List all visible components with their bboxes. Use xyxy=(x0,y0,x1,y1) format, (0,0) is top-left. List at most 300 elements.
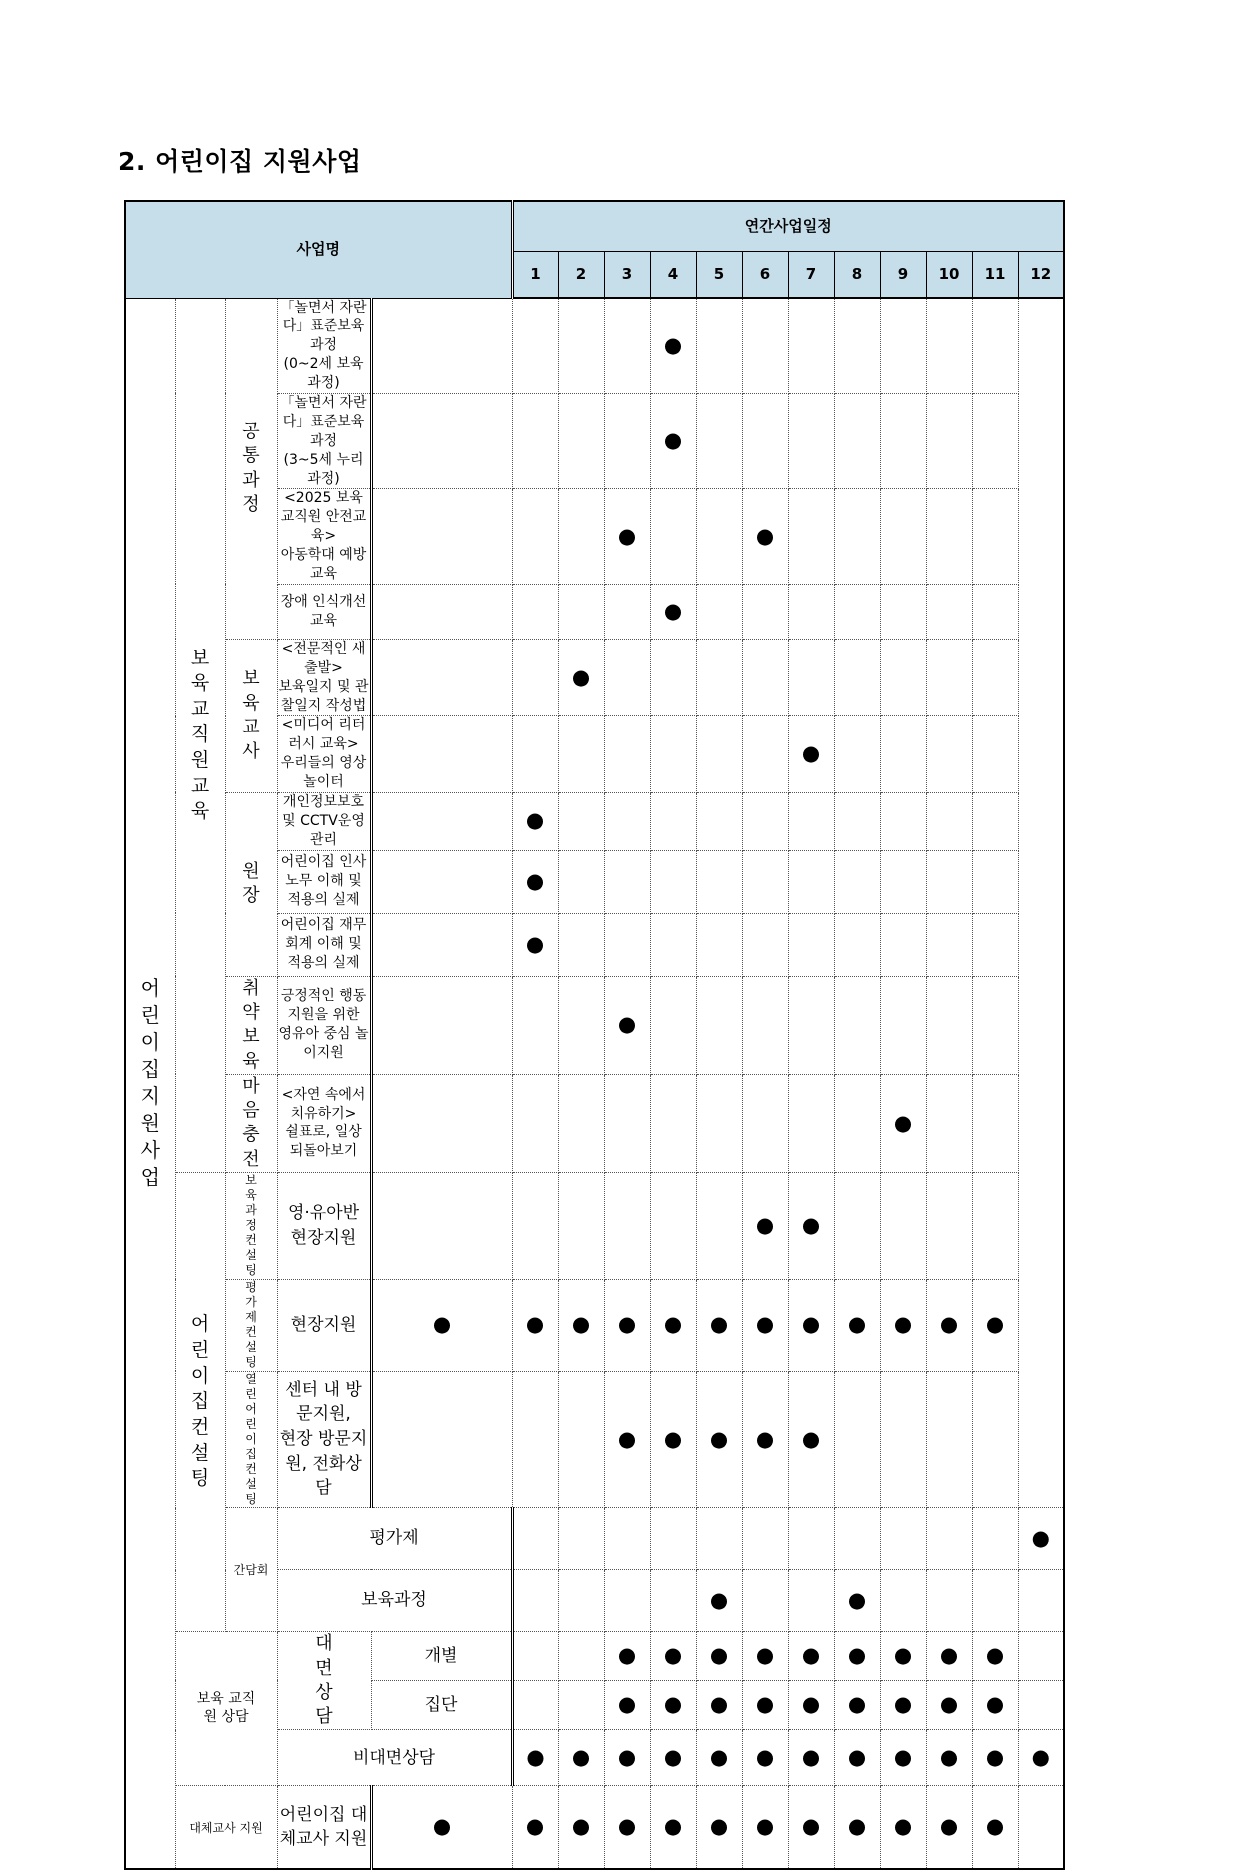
month-cell-6 xyxy=(696,1279,742,1371)
month-cell-10 xyxy=(880,1279,926,1371)
month-cell-3 xyxy=(558,792,604,850)
scheduled-dot: ● xyxy=(571,1814,591,1839)
scheduled-dot: ● xyxy=(985,1745,1005,1770)
group-consulting xyxy=(175,1173,225,1632)
month-cell-5 xyxy=(650,1786,696,1869)
month-cell-6 xyxy=(742,1730,788,1786)
group-staff-education-label: 보육교직원교육 xyxy=(190,646,210,823)
program-item xyxy=(277,913,371,976)
month-cell-4 xyxy=(604,716,650,793)
month-cell-11 xyxy=(972,1570,1018,1632)
month-cell-3 xyxy=(558,489,604,584)
schedule-row xyxy=(125,792,1064,850)
program-item xyxy=(277,489,371,584)
group-meeting-label: 간담회 xyxy=(233,1563,269,1578)
scheduled-dot: ● xyxy=(617,1012,637,1037)
month-cell-4 xyxy=(604,976,650,1074)
month-cell-5 xyxy=(650,716,696,793)
month-cell-7 xyxy=(788,1570,834,1632)
month-cell-4 xyxy=(604,489,650,584)
month-header-12: 12 xyxy=(1018,251,1064,298)
month-cell-3 xyxy=(558,298,604,393)
program-item-line: 보육과정 xyxy=(361,1590,427,1611)
month-cell-7 xyxy=(742,1173,788,1280)
month-cell-11 xyxy=(926,716,972,793)
group-meeting xyxy=(225,1508,277,1632)
month-cell-1 xyxy=(371,850,512,913)
month-cell-4 xyxy=(604,1279,650,1371)
month-cell-12 xyxy=(972,976,1018,1074)
scheduled-dot: ● xyxy=(525,1312,545,1337)
scheduled-dot: ● xyxy=(893,1814,913,1839)
month-cell-10 xyxy=(926,1632,972,1680)
month-cell-10 xyxy=(880,976,926,1074)
group-substitute-teacher-label: 대체교사 지원 xyxy=(189,1820,263,1835)
month-cell-4 xyxy=(604,639,650,716)
program-item xyxy=(277,716,371,793)
month-header-1: 1 xyxy=(512,251,558,298)
program-item xyxy=(277,298,371,393)
month-cell-4 xyxy=(604,1371,650,1508)
month-cell-7 xyxy=(742,792,788,850)
group-open-consulting xyxy=(225,1371,277,1508)
month-cell-3 xyxy=(558,716,604,793)
scheduled-dot: ● xyxy=(617,1814,637,1839)
month-cell-9 xyxy=(834,298,880,393)
scheduled-dot: ● xyxy=(893,1643,913,1668)
month-cell-8 xyxy=(788,393,834,488)
month-cell-1 xyxy=(371,1786,512,1869)
month-cell-9 xyxy=(880,1570,926,1632)
month-cell-12 xyxy=(972,716,1018,793)
month-cell-3 xyxy=(558,584,604,639)
program-item-line: 적용의 실제 xyxy=(287,955,360,972)
scheduled-dot: ● xyxy=(939,1692,959,1717)
month-cell-11 xyxy=(926,639,972,716)
scheduled-dot: ● xyxy=(1031,1745,1050,1770)
month-cell-8 xyxy=(788,489,834,584)
month-cell-11 xyxy=(972,1680,1018,1730)
month-cell-9 xyxy=(834,716,880,793)
month-cell-11 xyxy=(926,393,972,488)
month-cell-9 xyxy=(834,489,880,584)
group-support-programs-label: 어린이집 지원사업 xyxy=(140,976,160,1190)
month-cell-6 xyxy=(696,1173,742,1280)
month-cell-10 xyxy=(880,393,926,488)
month-cell-6 xyxy=(696,639,742,716)
schedule-table xyxy=(124,200,1065,1870)
month-cell-10 xyxy=(880,1074,926,1172)
scheduled-dot: ● xyxy=(755,1745,775,1770)
scheduled-dot: ● xyxy=(801,741,821,766)
program-item-line: 현장지원 xyxy=(290,1314,357,1335)
month-cell-12 xyxy=(972,913,1018,976)
program-item-line: (3~5세 누리과정) xyxy=(283,451,364,487)
month-cell-9 xyxy=(880,1680,926,1730)
month-cell-3 xyxy=(558,393,604,488)
month-cell-1 xyxy=(371,639,512,716)
month-cell-2 xyxy=(512,913,558,976)
month-cell-11 xyxy=(972,1508,1018,1570)
month-cell-1 xyxy=(371,489,512,584)
program-item xyxy=(277,584,371,639)
month-cell-12 xyxy=(972,1371,1018,1508)
month-cell-9 xyxy=(834,1786,880,1869)
group-common-course-label: 공통 과정 xyxy=(242,421,260,515)
program-item-line: 「놀면서 자란다」표준보육과정 xyxy=(280,299,367,354)
month-cell-12 xyxy=(1018,1730,1064,1786)
month-cell-8 xyxy=(788,850,834,913)
month-cell-1 xyxy=(371,716,512,793)
program-item-line: 영·유아반 현장지원 xyxy=(287,1203,360,1248)
scheduled-dot: ● xyxy=(893,1312,913,1337)
program-item-line: <전문적인 새 출발> xyxy=(281,640,366,676)
program-item-line: <2025 보육교직원 안전교육> xyxy=(280,490,367,545)
program-item xyxy=(277,1508,512,1570)
program-item-line: 아동학대 예방교육 xyxy=(280,547,367,582)
month-cell-9 xyxy=(834,1371,880,1508)
month-cell-4 xyxy=(650,1680,696,1730)
month-cell-8 xyxy=(834,1570,880,1632)
month-cell-10 xyxy=(880,792,926,850)
month-cell-11 xyxy=(926,913,972,976)
schedule-row xyxy=(125,298,1064,393)
scheduled-dot: ● xyxy=(801,1643,821,1668)
group-evaluation-consulting xyxy=(225,1279,277,1371)
month-cell-7 xyxy=(742,1786,788,1869)
month-cell-12 xyxy=(972,393,1018,488)
month-cell-12 xyxy=(972,1279,1018,1371)
month-cell-8 xyxy=(834,1680,880,1730)
program-item-line: 긍정적인 행동지원을 위한 xyxy=(280,988,367,1024)
month-cell-6 xyxy=(696,716,742,793)
month-cell-12 xyxy=(972,792,1018,850)
month-header-9: 9 xyxy=(880,251,926,298)
program-item-line: <자연 속에서 치유하기> xyxy=(281,1086,366,1122)
month-cell-7 xyxy=(742,393,788,488)
month-cell-5 xyxy=(696,1570,742,1632)
scheduled-dot: ● xyxy=(847,1587,867,1612)
schedule-row xyxy=(125,1173,1064,1280)
month-cell-2 xyxy=(558,1570,604,1632)
group-substitute-teacher xyxy=(175,1786,277,1869)
month-cell-1 xyxy=(512,1570,558,1632)
month-header-7: 7 xyxy=(788,251,834,298)
month-cell-2 xyxy=(512,584,558,639)
program-item-line: 장애 인식개선 교육 xyxy=(280,593,367,629)
program-item xyxy=(277,1570,512,1632)
group-teacher-label: 보육 교사 xyxy=(242,668,260,763)
month-cell-11 xyxy=(972,1632,1018,1680)
month-cell-11 xyxy=(926,584,972,639)
month-cell-7 xyxy=(788,1680,834,1730)
month-cell-9 xyxy=(880,1730,926,1786)
program-item-line: 개별 xyxy=(424,1645,458,1666)
group-director xyxy=(225,792,277,976)
month-cell-8 xyxy=(788,1173,834,1280)
month-cell-8 xyxy=(788,716,834,793)
month-cell-12 xyxy=(972,850,1018,913)
month-cell-10 xyxy=(926,1680,972,1730)
month-cell-9 xyxy=(834,1173,880,1280)
scheduled-dot: ● xyxy=(617,1745,637,1770)
month-cell-3 xyxy=(604,1632,650,1680)
month-cell-6 xyxy=(696,584,742,639)
program-item-line: <미디어 리터러시 교육> xyxy=(281,717,366,753)
month-cell-12 xyxy=(972,298,1018,393)
month-cell-11 xyxy=(926,792,972,850)
month-cell-3 xyxy=(558,1371,604,1508)
month-cell-7 xyxy=(742,716,788,793)
month-cell-4 xyxy=(650,1730,696,1786)
program-item-line: 적용의 실제 xyxy=(287,892,360,909)
month-cell-6 xyxy=(742,1570,788,1632)
month-cell-4 xyxy=(604,792,650,850)
month-cell-6 xyxy=(696,976,742,1074)
page-title: 2. 어린이집 지원사업 xyxy=(118,147,362,176)
scheduled-dot: ● xyxy=(663,1643,683,1668)
month-cell-9 xyxy=(834,913,880,976)
month-cell-8 xyxy=(788,298,834,393)
program-item xyxy=(277,792,371,850)
month-cell-8 xyxy=(834,1508,880,1570)
month-cell-8 xyxy=(788,1371,834,1508)
scheduled-dot: ● xyxy=(801,1426,821,1451)
month-cell-10 xyxy=(880,298,926,393)
scheduled-dot: ● xyxy=(526,1745,545,1770)
program-item-line: 어린이집 인사노무 이해 및 xyxy=(280,854,367,890)
month-cell-7 xyxy=(788,1730,834,1786)
month-cell-3 xyxy=(558,976,604,1074)
month-cell-12 xyxy=(1018,1508,1064,1570)
month-cell-1 xyxy=(371,792,512,850)
month-cell-2 xyxy=(558,1680,604,1730)
scheduled-dot: ● xyxy=(571,664,591,689)
month-cell-2 xyxy=(512,393,558,488)
program-item-line: 평가제 xyxy=(369,1528,419,1549)
scheduled-dot: ● xyxy=(847,1692,867,1717)
scheduled-dot: ● xyxy=(617,1312,637,1337)
month-cell-4 xyxy=(604,1074,650,1172)
scheduled-dot: ● xyxy=(1031,1525,1050,1550)
program-item-line: 센터 내 방문지원, xyxy=(285,1379,362,1425)
month-cell-10 xyxy=(880,1173,926,1280)
month-cell-2 xyxy=(512,298,558,393)
schedule-row xyxy=(125,1508,1064,1570)
schedule-row xyxy=(125,1371,1064,1508)
month-cell-8 xyxy=(788,639,834,716)
group-curriculum-consulting xyxy=(225,1173,277,1280)
month-cell-9 xyxy=(834,792,880,850)
scheduled-dot: ● xyxy=(709,1312,729,1337)
scheduled-dot: ● xyxy=(709,1745,729,1770)
program-item xyxy=(277,1279,371,1371)
program-item-line: 어린이집 재무회계 이해 및 xyxy=(280,917,367,953)
month-header-8: 8 xyxy=(834,251,880,298)
month-cell-6 xyxy=(696,1074,742,1172)
month-cell-6 xyxy=(696,489,742,584)
month-cell-1 xyxy=(371,298,512,393)
scheduled-dot: ● xyxy=(985,1643,1005,1668)
month-cell-1 xyxy=(371,913,512,976)
scheduled-dot: ● xyxy=(755,1312,775,1337)
scheduled-dot: ● xyxy=(801,1692,821,1717)
program-item-line: 우리들의 영상 놀이터 xyxy=(280,755,367,791)
group-open-consulting-label: 열린 어린이집 컨설팅 xyxy=(245,1371,257,1506)
scheduled-dot: ● xyxy=(432,1814,452,1839)
group-staff-counseling xyxy=(175,1632,277,1786)
month-cell-8 xyxy=(788,584,834,639)
month-cell-8 xyxy=(788,1786,834,1869)
month-cell-7 xyxy=(788,1632,834,1680)
month-cell-12 xyxy=(972,639,1018,716)
month-cell-11 xyxy=(926,1786,972,1869)
month-cell-7 xyxy=(742,298,788,393)
group-staff-education xyxy=(175,298,225,1173)
program-item xyxy=(277,1074,371,1172)
scheduled-dot: ● xyxy=(893,1745,913,1770)
group-staff-counseling-label: 보육 교직원 상담 xyxy=(196,1691,256,1725)
scheduled-dot: ● xyxy=(847,1814,867,1839)
month-cell-5 xyxy=(650,393,696,488)
month-cell-3 xyxy=(558,850,604,913)
month-cell-11 xyxy=(926,850,972,913)
scheduled-dot: ● xyxy=(571,1745,591,1770)
month-cell-5 xyxy=(696,1632,742,1680)
program-item xyxy=(277,393,371,488)
program-item-line: 어린이집 대체교사 지원 xyxy=(279,1804,368,1850)
month-cell-10 xyxy=(880,584,926,639)
scheduled-dot: ● xyxy=(939,1745,959,1770)
month-cell-3 xyxy=(558,1279,604,1371)
month-cell-10 xyxy=(880,639,926,716)
group-director-label: 원 장 xyxy=(242,861,260,907)
scheduled-dot: ● xyxy=(663,598,683,623)
month-cell-12 xyxy=(972,489,1018,584)
month-cell-4 xyxy=(604,584,650,639)
program-item-line: 현장 방문지원, 전화상담 xyxy=(279,1429,368,1499)
program-item-line: 보육일지 및 관찰일지 작성법 xyxy=(278,678,369,714)
month-header-4: 4 xyxy=(650,251,696,298)
month-cell-1 xyxy=(512,1632,558,1680)
month-cell-4 xyxy=(604,298,650,393)
month-cell-11 xyxy=(972,1730,1018,1786)
month-cell-2 xyxy=(512,639,558,716)
group-teacher xyxy=(225,639,277,792)
month-cell-7 xyxy=(788,1508,834,1570)
month-cell-12 xyxy=(972,584,1018,639)
month-cell-1 xyxy=(371,584,512,639)
scheduled-dot: ● xyxy=(801,1213,821,1238)
scheduled-dot: ● xyxy=(755,523,775,548)
scheduled-dot: ● xyxy=(432,1312,452,1337)
scheduled-dot: ● xyxy=(755,1692,775,1717)
month-cell-7 xyxy=(742,1371,788,1508)
month-cell-9 xyxy=(880,1632,926,1680)
scheduled-dot: ● xyxy=(663,1814,683,1839)
schedule-row xyxy=(125,1074,1064,1172)
schedule-row xyxy=(125,976,1064,1074)
month-cell-8 xyxy=(834,1730,880,1786)
month-cell-10 xyxy=(880,913,926,976)
scheduled-dot: ● xyxy=(617,1692,637,1717)
program-item xyxy=(277,976,371,1074)
month-header-2: 2 xyxy=(558,251,604,298)
scheduled-dot: ● xyxy=(709,1426,729,1451)
scheduled-dot: ● xyxy=(755,1426,775,1451)
month-cell-7 xyxy=(742,639,788,716)
month-cell-9 xyxy=(834,393,880,488)
scheduled-dot: ● xyxy=(847,1312,867,1337)
scheduled-dot: ● xyxy=(847,1745,867,1770)
month-cell-8 xyxy=(788,1074,834,1172)
month-cell-1 xyxy=(512,1730,558,1786)
scheduled-dot: ● xyxy=(939,1814,959,1839)
scheduled-dot: ● xyxy=(617,523,637,548)
month-cell-5 xyxy=(650,850,696,913)
scheduled-dot: ● xyxy=(847,1643,867,1668)
scheduled-dot: ● xyxy=(571,1312,591,1337)
month-header-11: 11 xyxy=(972,251,1018,298)
month-cell-4 xyxy=(604,1173,650,1280)
month-cell-12 xyxy=(1018,1632,1064,1680)
scheduled-dot: ● xyxy=(709,1643,729,1668)
group-face-to-face xyxy=(277,1632,371,1730)
scheduled-dot: ● xyxy=(617,1643,637,1668)
scheduled-dot: ● xyxy=(663,428,683,453)
month-cell-5 xyxy=(650,1279,696,1371)
month-cell-4 xyxy=(604,393,650,488)
scheduled-dot: ● xyxy=(893,1692,913,1717)
program-item xyxy=(371,1680,512,1730)
month-cell-8 xyxy=(788,1279,834,1371)
group-common-course xyxy=(225,298,277,639)
month-cell-3 xyxy=(558,913,604,976)
month-cell-11 xyxy=(926,1173,972,1280)
month-cell-9 xyxy=(834,1074,880,1172)
month-header-5: 5 xyxy=(696,251,742,298)
program-item-line: 비대면상담 xyxy=(352,1747,436,1768)
month-cell-7 xyxy=(742,489,788,584)
month-cell-8 xyxy=(788,792,834,850)
month-cell-1 xyxy=(371,976,512,1074)
month-cell-11 xyxy=(926,489,972,584)
group-support-programs xyxy=(125,298,175,1869)
month-cell-2 xyxy=(558,1730,604,1786)
month-cell-5 xyxy=(696,1508,742,1570)
scheduled-dot: ● xyxy=(663,1312,683,1337)
month-cell-6 xyxy=(742,1508,788,1570)
group-face-to-face-label: 대면 상담 xyxy=(315,1633,333,1728)
month-cell-6 xyxy=(742,1632,788,1680)
month-cell-10 xyxy=(880,1371,926,1508)
schedule-row xyxy=(125,1632,1064,1680)
month-cell-2 xyxy=(512,1173,558,1280)
scheduled-dot: ● xyxy=(801,1814,821,1839)
scheduled-dot: ● xyxy=(985,1312,1005,1337)
month-cell-1 xyxy=(371,393,512,488)
month-cell-1 xyxy=(371,1173,512,1280)
month-header-10: 10 xyxy=(926,251,972,298)
program-item-line: 「놀면서 자란다」표준보육과정 xyxy=(280,394,367,449)
month-cell-3 xyxy=(604,1570,650,1632)
scheduled-dot: ● xyxy=(525,808,545,833)
month-cell-5 xyxy=(696,1680,742,1730)
group-recharge xyxy=(225,1074,277,1172)
group-vulnerable-care xyxy=(225,976,277,1074)
month-cell-10 xyxy=(880,716,926,793)
month-cell-1 xyxy=(371,1074,512,1172)
